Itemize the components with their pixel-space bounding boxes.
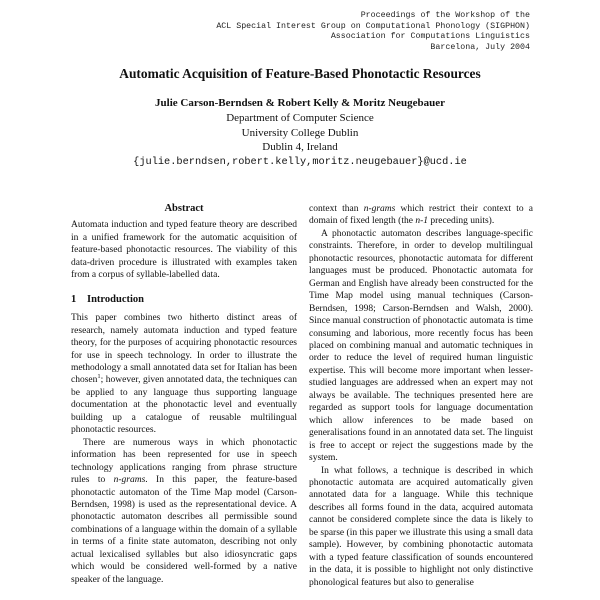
emphasis: n-1	[415, 216, 428, 227]
emphasis: n-grams	[363, 204, 396, 214]
text-run: preceding units).	[428, 216, 495, 227]
right-paragraph-3: In what follows, a technique is described in which phonotactic automata are acquired automatically given annotated data for a language. While this technique describes all forms found in the data, acquired automata cannot be considered complete since the data is likely to be sparse (in this paper we illustrate this using a small data sample). However, by combining phonotactic automata with a typed feature classification of sounds encountered in the data, it is possible to highlight not only distinctive phonological features but also to generalise	[309, 465, 533, 588]
proceedings-line: Barcelona, July 2004	[430, 42, 530, 52]
section-number: 1	[71, 293, 77, 305]
text-run: context than	[309, 204, 364, 214]
text-run: ; however, given annotated data, the techniques can be applied to any language thus supporting language documentation at the phonotactic level and eventually building up a catalogue of reusable multilingual phonotactic resources.	[71, 375, 297, 436]
left-column	[71, 203, 297, 586]
abstract-heading: Abstract	[164, 203, 204, 214]
paper-title: Automatic Acquisition of Feature-Based Phonotactic Resources	[119, 66, 481, 81]
author-names: Julie Carson-Berndsen & Robert Kelly & Moritz Neugebauer	[155, 97, 445, 109]
text-run: which restrict their context to a domain of fixed length (the	[309, 204, 533, 227]
proceedings-line: Proceedings of the Workshop of the	[360, 11, 530, 20]
abstract-text: Automata induction and typed feature theory are described in a unified framework for the automatic acquisition of feature-based phonotactic resources. The viability of this data-driven procedure is illustrated with examples taken from a corpus of syllable-labelled data.	[71, 220, 297, 281]
footnote-marker: 1	[97, 373, 101, 381]
section-heading-introduction	[71, 294, 297, 306]
right-column	[309, 203, 533, 589]
text-run: There are numerous ways in which phonotactic information has been represented for use in speech technology applications ranging from phrase structure rules to	[71, 437, 297, 486]
right-paragraph-2: A phonotactic automaton describes language-specific constraints. Therefore, in order to develop multilingual phonotactic resources, phonotactic automata for different languages must be produced. Phonotactic automata for German and English have already been constructed for the Time Map model using manual techniques (Carson-Berndsen, 1998; Carson-Berndsen and Walsh, 2000). Since manual construction of phonotactic automata is time consuming and laborious, more recently focus has been placed on combining manual and automatic techniques in order to reduce the level of required human linguistic expertise. This will become more important when lesser-studied languages are addressed when an expert may not always be available. The techniques presented here are regarded as support tools for language documentation which allow inferences to be made based on generalisations found in an annotated data set. The linguist is free to accept or reject the suggestions made by the system.	[309, 228, 533, 464]
intro-paragraph-2	[71, 437, 297, 586]
author-department: Department of Computer Science	[226, 111, 374, 124]
author-university: University College Dublin	[241, 126, 359, 139]
proceedings-line: Association for Computations Linguistics	[330, 32, 530, 42]
author-block	[0, 96, 600, 170]
proceedings-line: ACL Special Interest Group on Computational Phonology (SIGPHON)	[216, 21, 530, 31]
right-paragraph-1	[309, 203, 533, 228]
text-run: . In this paper, the feature-based phonotactic automaton of the Time Map model (Carson-Berndsen, 1998) is used as the representational device. A phonotactic automaton describes all permissible sound combinations of a language within the domain of a syllable in terms of a finite state automaton, describing not only actual lexicalised syllables but also idiosyncratic gaps which would be considered well-formed by a native speaker of the language.	[71, 475, 298, 585]
section-title: Introduction	[87, 293, 144, 305]
proceedings-header	[110, 11, 530, 53]
intro-paragraph-1	[71, 312, 297, 437]
emphasis: n-grams	[113, 475, 146, 486]
author-city: Dublin 4, Ireland	[262, 141, 338, 154]
text-run: This paper combines two hitherto distinct areas of research, namely automata induction and typed feature theory, for the purposes of acquiring phonotactic resources for use in speech technology. In order to illustrate the methodology a small annotated data set for Italian has been chosen	[71, 313, 297, 386]
author-email: {julie.berndsen,robert.kelly,moritz.neugebauer}@ucd.ie	[133, 156, 467, 169]
